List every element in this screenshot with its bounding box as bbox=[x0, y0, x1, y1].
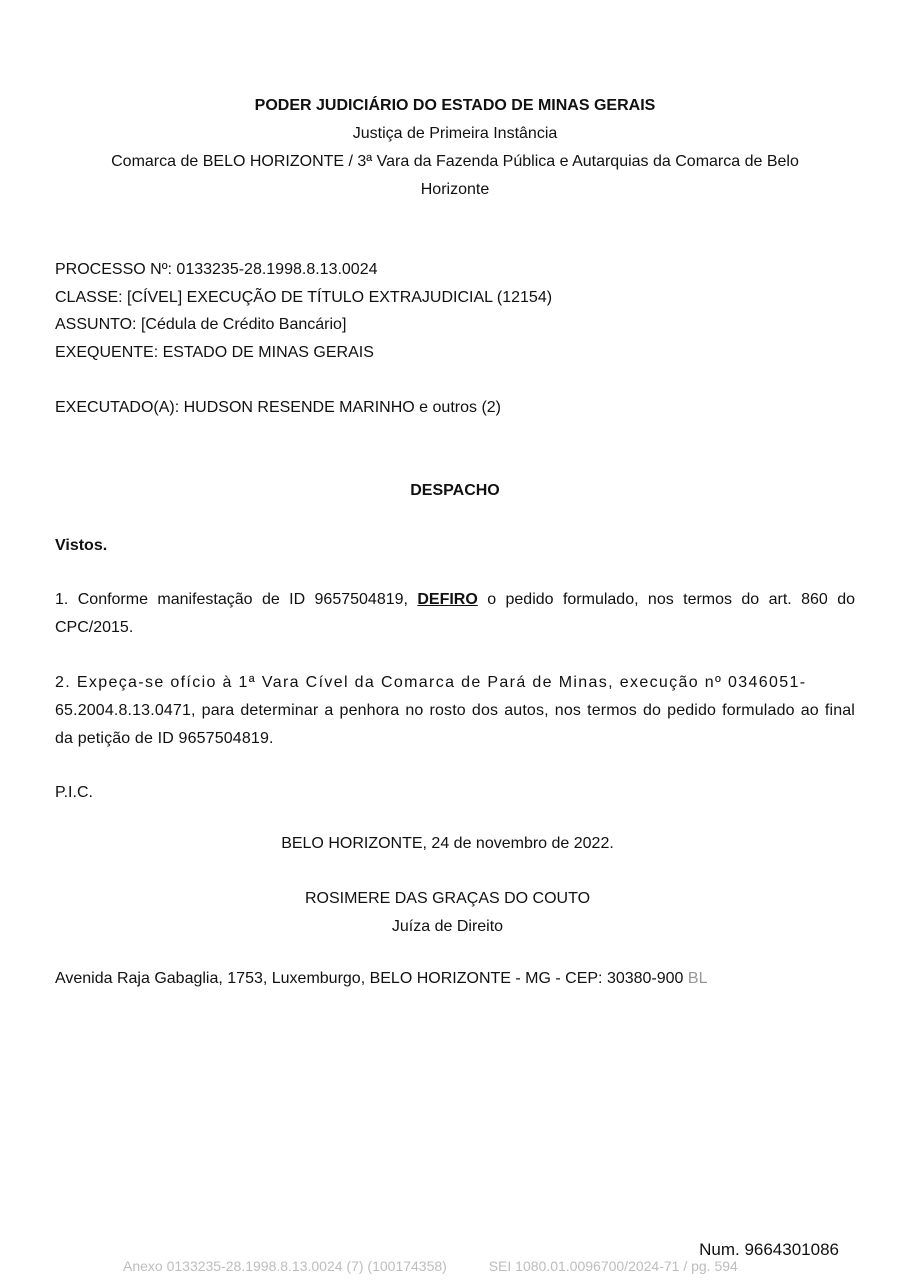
signer-name: ROSIMERE DAS GRAÇAS DO COUTO bbox=[304, 890, 591, 907]
exequente: EXEQUENTE: ESTADO DE MINAS GERAIS bbox=[55, 343, 374, 361]
court-instance: Justiça de Primeira Instância bbox=[352, 125, 558, 142]
sei-reference: SEI 1080.01.0096700/2024-71 / pg. 594 bbox=[488, 1258, 738, 1274]
case-subject: ASSUNTO: [Cédula de Crédito Bancário] bbox=[55, 316, 347, 333]
defiro-emphasis: DEFIRO bbox=[417, 591, 478, 608]
address-text: Avenida Raja Gabaglia, 1753, Luxemburgo, BELO HORIZONTE - MG - CEP: 30380-900 bbox=[55, 970, 684, 987]
paragraph-1 bbox=[55, 586, 855, 642]
court-address bbox=[55, 965, 707, 993]
paragraph-1-end: o pedido formulado, nos termos do art. 860 do CPC/2015. bbox=[55, 591, 856, 636]
document-number-stamp: Num. 9664301086 bbox=[699, 1240, 839, 1259]
court-name: PODER JUDICIÁRIO DO ESTADO DE MINAS GERAIS bbox=[254, 97, 656, 114]
paragraph-2 bbox=[55, 669, 855, 753]
case-metadata bbox=[55, 256, 855, 421]
paragraph-1-start: 1. Conforme manifestação de ID 9657504819, bbox=[55, 591, 418, 608]
document-date: BELO HORIZONTE, 24 de novembro de 2022. bbox=[281, 835, 614, 852]
comarca-line-1: Comarca de BELO HORIZONTE / 3ª Vara da Fazenda Pública e Autarquias da Comarca de Belo bbox=[111, 153, 799, 170]
executado: EXECUTADO(A): HUDSON RESENDE MARINHO e outros (2) bbox=[55, 398, 501, 416]
signer-role: Juíza de Direito bbox=[391, 918, 504, 935]
paragraph-2-line-1: 2. Expeça-se ofício à 1ª Vara Cível da Comarca de Pará de Minas, execução nº 0346051- bbox=[55, 674, 807, 691]
metadata-spacer bbox=[55, 366, 855, 394]
pic-text: P.I.C. bbox=[55, 784, 93, 801]
comarca-line-2: Horizonte bbox=[420, 181, 490, 198]
document-page bbox=[55, 0, 855, 1287]
signature-block bbox=[55, 885, 840, 941]
paragraph-2-rest: 65.2004.8.13.0471, para determinar a penhora no rosto dos autos, nos termos do pedido formulado ao final da petição de ID 9657504819. bbox=[55, 702, 855, 747]
document-title: DESPACHO bbox=[410, 482, 500, 499]
vistos-heading: Vistos. bbox=[55, 537, 108, 554]
address-suffix: BL bbox=[687, 970, 708, 987]
footer-stamp bbox=[123, 1257, 823, 1275]
annex-reference: Anexo 0133235-28.1998.8.13.0024 (7) (100174358) bbox=[123, 1258, 447, 1274]
case-class: CLASSE: [CÍVEL] EXECUÇÃO DE TÍTULO EXTRAJUDICIAL (12154) bbox=[55, 288, 553, 306]
document-header bbox=[55, 92, 855, 204]
processo-number: PROCESSO Nº: 0133235-28.1998.8.13.0024 bbox=[55, 261, 378, 278]
